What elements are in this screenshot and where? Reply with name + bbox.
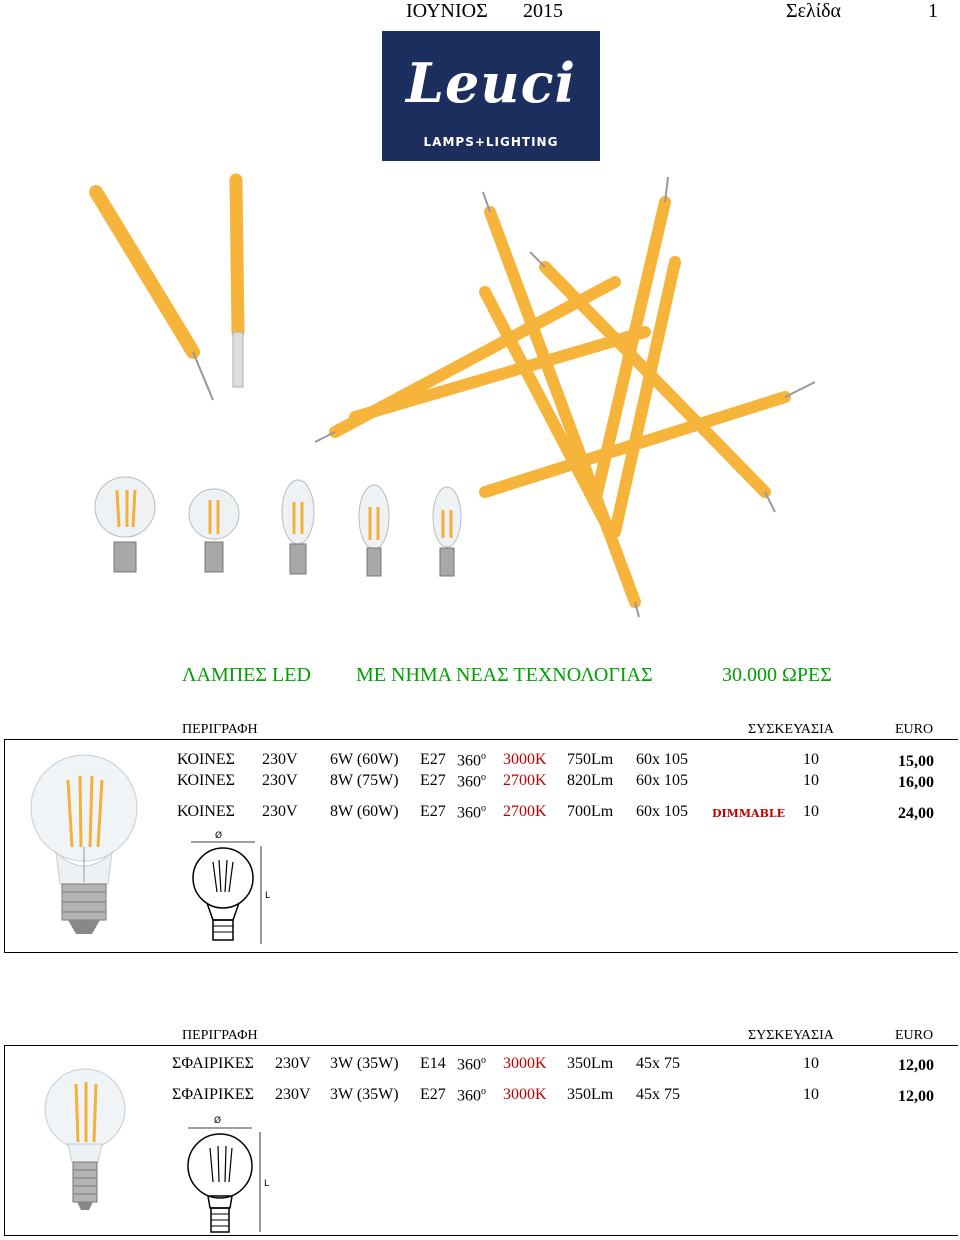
table-row: ΚΟΙΝΕΣ 230V 6W (60W) E27 360$^o$ 3000K 750Lm 60x 105 10 15,00 (177, 751, 934, 770)
table-row: ΚΟΙΝΕΣ 230V 8W (60W) E27 360$^o$ 2700K 700Lm 60x 105 DIMMABLE 10 24,00 (177, 803, 934, 822)
diameter-label: Ø (215, 831, 223, 841)
g45-dimension-drawing (180, 1112, 275, 1236)
g45-bulb-photo (40, 1064, 130, 1214)
diameter-label: Ø (214, 1116, 222, 1126)
bulb-range-photos (92, 472, 472, 582)
table-row: ΣΦΑΙΡΙΚΕΣ 230V 3W (35W) E27 360$^o$ 3000K 350Lm 45x 75 10 12,00 (172, 1086, 934, 1105)
column-description: ΠΕΡΙΓΡΑΦΗ (182, 1028, 258, 1043)
a60-dimension-drawing (185, 828, 275, 948)
logo-wordmark: Leuci (406, 51, 576, 115)
header-year: 2015 (523, 0, 563, 22)
dimmable-badge: DIMMABLE (712, 807, 785, 820)
title-led-lamps: ΛΑΜΠΕΣ LED (182, 664, 311, 686)
length-label: L (265, 891, 271, 901)
filament-closeup-photo (88, 172, 268, 412)
column-price: EURO (895, 722, 934, 737)
table-row: ΚΟΙΝΕΣ 230V 8W (75W) E27 360$^o$ 2700K 820Lm 60x 105 10 16,00 (177, 772, 934, 791)
title-lifetime: 30.000 ΩΡΕΣ (722, 664, 832, 686)
a60-bulb-photo (28, 752, 140, 938)
length-label: L (264, 1179, 270, 1189)
column-packaging: ΣΥΣΚΕΥΑΣΙΑ (748, 1028, 834, 1043)
table-row: ΣΦΑΙΡΙΚΕΣ 230V 3W (35W) E14 360$^o$ 3000K 350Lm 45x 75 10 12,00 (172, 1055, 934, 1074)
section2-bottom-rule (4, 1235, 958, 1236)
header-page-label: Σελίδα (786, 0, 842, 22)
header-page-number: 1 (928, 0, 938, 22)
logo-subtitle: LAMPS+LIGHTING (423, 135, 559, 149)
header-month: ΙΟΥΝΙΟΣ (406, 0, 488, 22)
column-description: ΠΕΡΙΓΡΑΦΗ (182, 722, 258, 737)
column-price: EURO (895, 1028, 934, 1043)
title-new-technology: ΜΕ ΝΗΜΑ ΝΕΑΣ ΤΕΧΝΟΛΟΓΙΑΣ (356, 664, 653, 686)
section1-bottom-rule (4, 952, 958, 953)
section2-top-rule (4, 1045, 958, 1046)
column-packaging: ΣΥΣΚΕΥΑΣΙΑ (748, 722, 834, 737)
brand-logo (382, 31, 600, 161)
section1-top-rule (4, 739, 958, 740)
